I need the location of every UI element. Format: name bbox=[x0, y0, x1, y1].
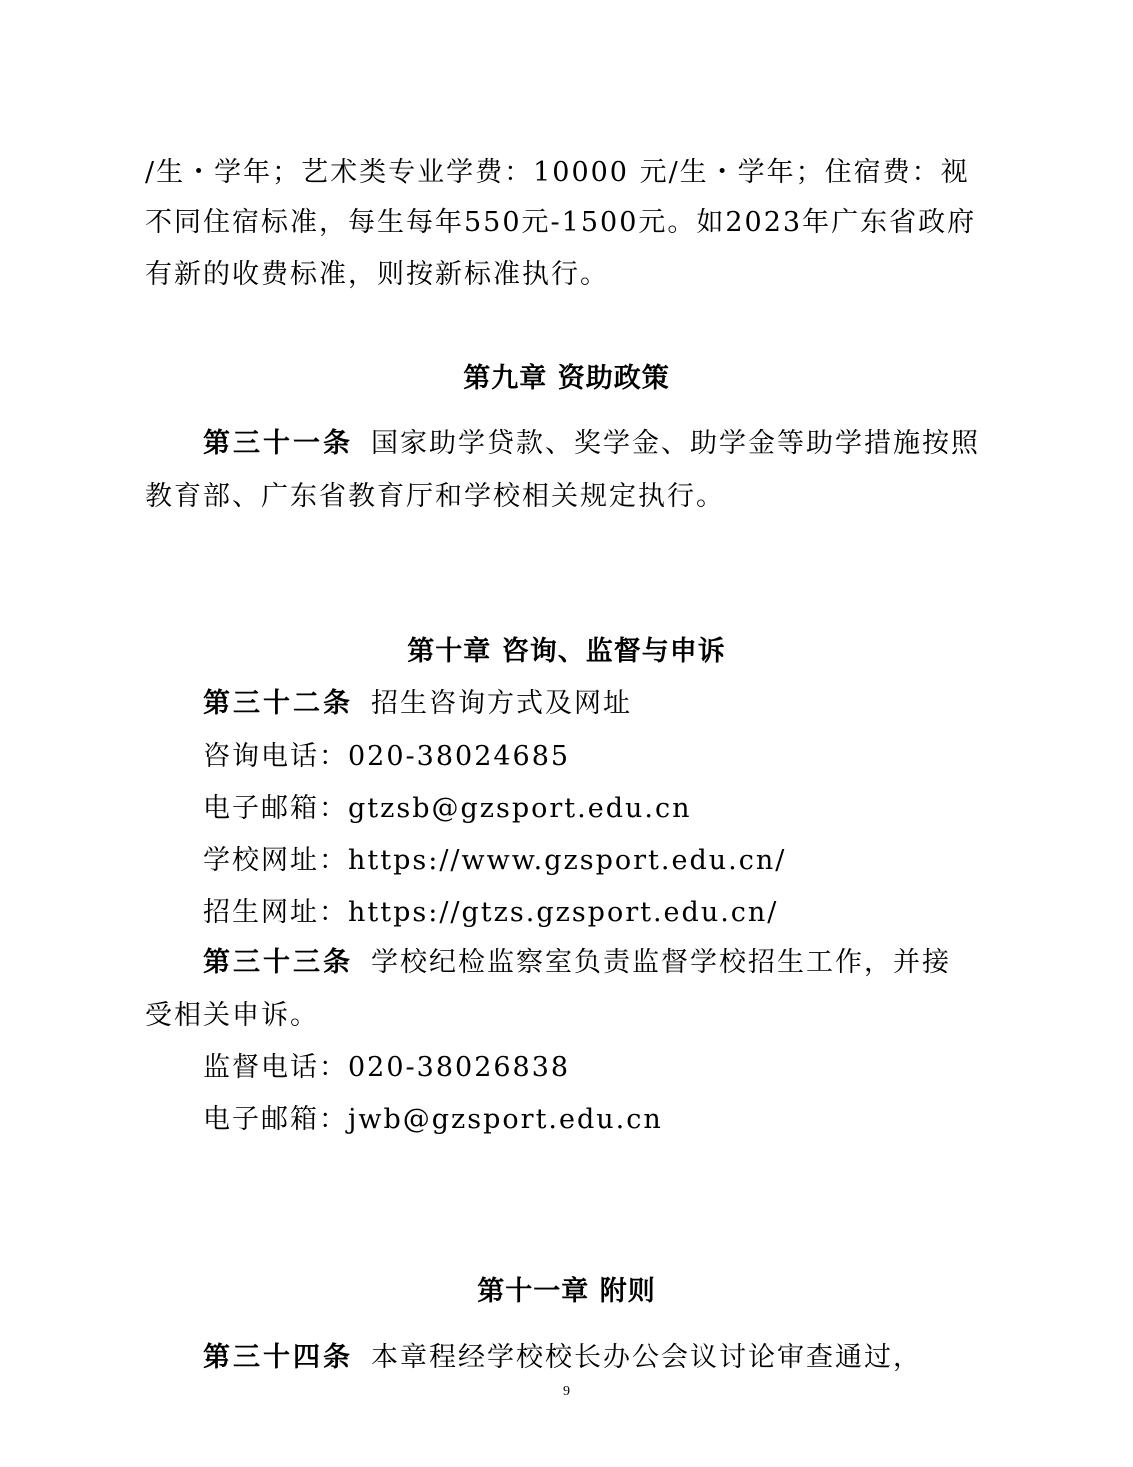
consult-email: 电子邮箱：gtzsb@gzsport.edu.cn bbox=[203, 793, 692, 824]
intro-line-3: 有新的收费标准，则按新标准执行。 bbox=[145, 259, 609, 290]
article-33-label: 第三十三条 bbox=[203, 947, 353, 978]
supervise-email: 电子邮箱：jwb@gzsport.edu.cn bbox=[203, 1104, 663, 1135]
article-31-line-2: 教育部、广东省教育厅和学校相关规定执行。 bbox=[145, 481, 725, 512]
intro-line-2: 不同住宿标准，每生每年550元-1500元。如2023年广东省政府 bbox=[145, 207, 977, 238]
article-34-text: 本章程经学校校长办公会议讨论审查通过， bbox=[371, 1342, 922, 1373]
page-number: 9 bbox=[563, 1384, 570, 1399]
article-33-text: 学校纪检监察室负责监督学校招生工作，并接 bbox=[371, 947, 951, 978]
article-34-line bbox=[203, 1340, 922, 1376]
school-website: 学校网址：https://www.gzsport.edu.cn/ bbox=[203, 845, 787, 876]
admission-website: 招生网址：https://gtzs.gzsport.edu.cn/ bbox=[203, 897, 779, 928]
article-31-line-1 bbox=[203, 426, 980, 462]
article-32-line bbox=[203, 686, 632, 722]
article-32-text: 招生咨询方式及网址 bbox=[371, 688, 632, 719]
chapter-11-heading: 第十一章 附则 bbox=[477, 1276, 656, 1307]
article-31-text: 国家助学贷款、奖学金、助学金等助学措施按照 bbox=[371, 428, 980, 459]
chapter-10-heading: 第十章 咨询、监督与申诉 bbox=[407, 636, 726, 667]
chapter-9-heading: 第九章 资助政策 bbox=[463, 363, 670, 394]
article-33-line-1 bbox=[203, 945, 951, 981]
article-33-line-2: 受相关申诉。 bbox=[145, 1000, 319, 1031]
article-34-label: 第三十四条 bbox=[203, 1342, 353, 1373]
consult-phone: 咨询电话：020-38024685 bbox=[203, 741, 571, 772]
article-32-label: 第三十二条 bbox=[203, 688, 353, 719]
supervise-phone: 监督电话：020-38026838 bbox=[203, 1052, 571, 1083]
article-31-label: 第三十一条 bbox=[203, 428, 353, 459]
intro-line-1: /生・学年；艺术类专业学费：10000 元/生・学年；住宿费：视 bbox=[145, 157, 970, 188]
